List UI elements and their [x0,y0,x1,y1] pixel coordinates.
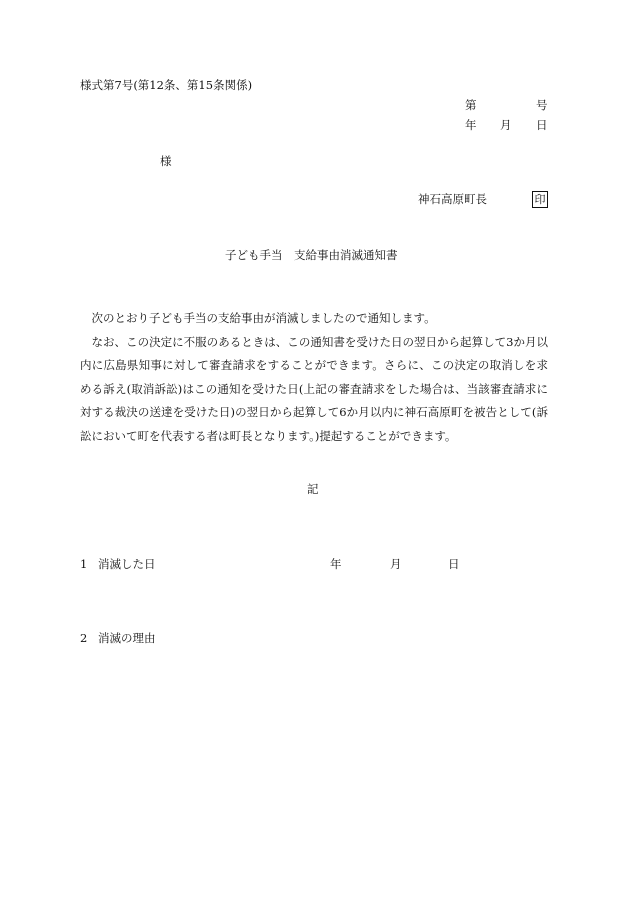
notice-paragraph-1: 次のとおり子ども手当の支給事由が消滅しましたので通知します。 [91,311,436,325]
item-2-label: 消滅の理由 [98,631,156,645]
date-month-label: 月 [500,118,512,132]
document-title: 子ども手当 支給事由消滅通知書 [225,248,398,262]
ki-heading: 記 [307,482,319,496]
item-1-year-label: 年 [330,557,342,571]
item-1-label: 消滅した日 [98,557,156,571]
number-prefix: 第 [465,98,477,112]
notice-paragraph-2: なお、この決定に不服のあるときは、この通知書を受けた日の翌日から起算して3か月以内に広島県知事に対して審査請求をすることができます。さらに、この決定の取消しを求める訴え(取消訴訟)はこの通知を受けた日(上記の審査請求をした場合は、当該審査請求に対する裁決の送達を受けた日)の翌日から起算して6か月以内に神石高原町を被告として(訴訟において町を代表する者は町長となります。)提起することができます。 [80,334,548,443]
addressee-honorific: 様 [160,154,172,168]
item-1-day-label: 日 [448,557,460,571]
date-year-label: 年 [465,118,477,132]
item-1-number: 1 [80,557,88,571]
notice-body [80,307,548,448]
item-2-number: 2 [80,631,88,645]
sender-title: 神石高原町長 [418,192,487,206]
form-label: 様式第7号(第12条、第15条関係) [80,78,253,92]
date-day-label: 日 [536,118,548,132]
seal-mark: 印 [532,191,548,208]
number-suffix: 号 [536,98,548,112]
item-1-month-label: 月 [390,557,402,571]
